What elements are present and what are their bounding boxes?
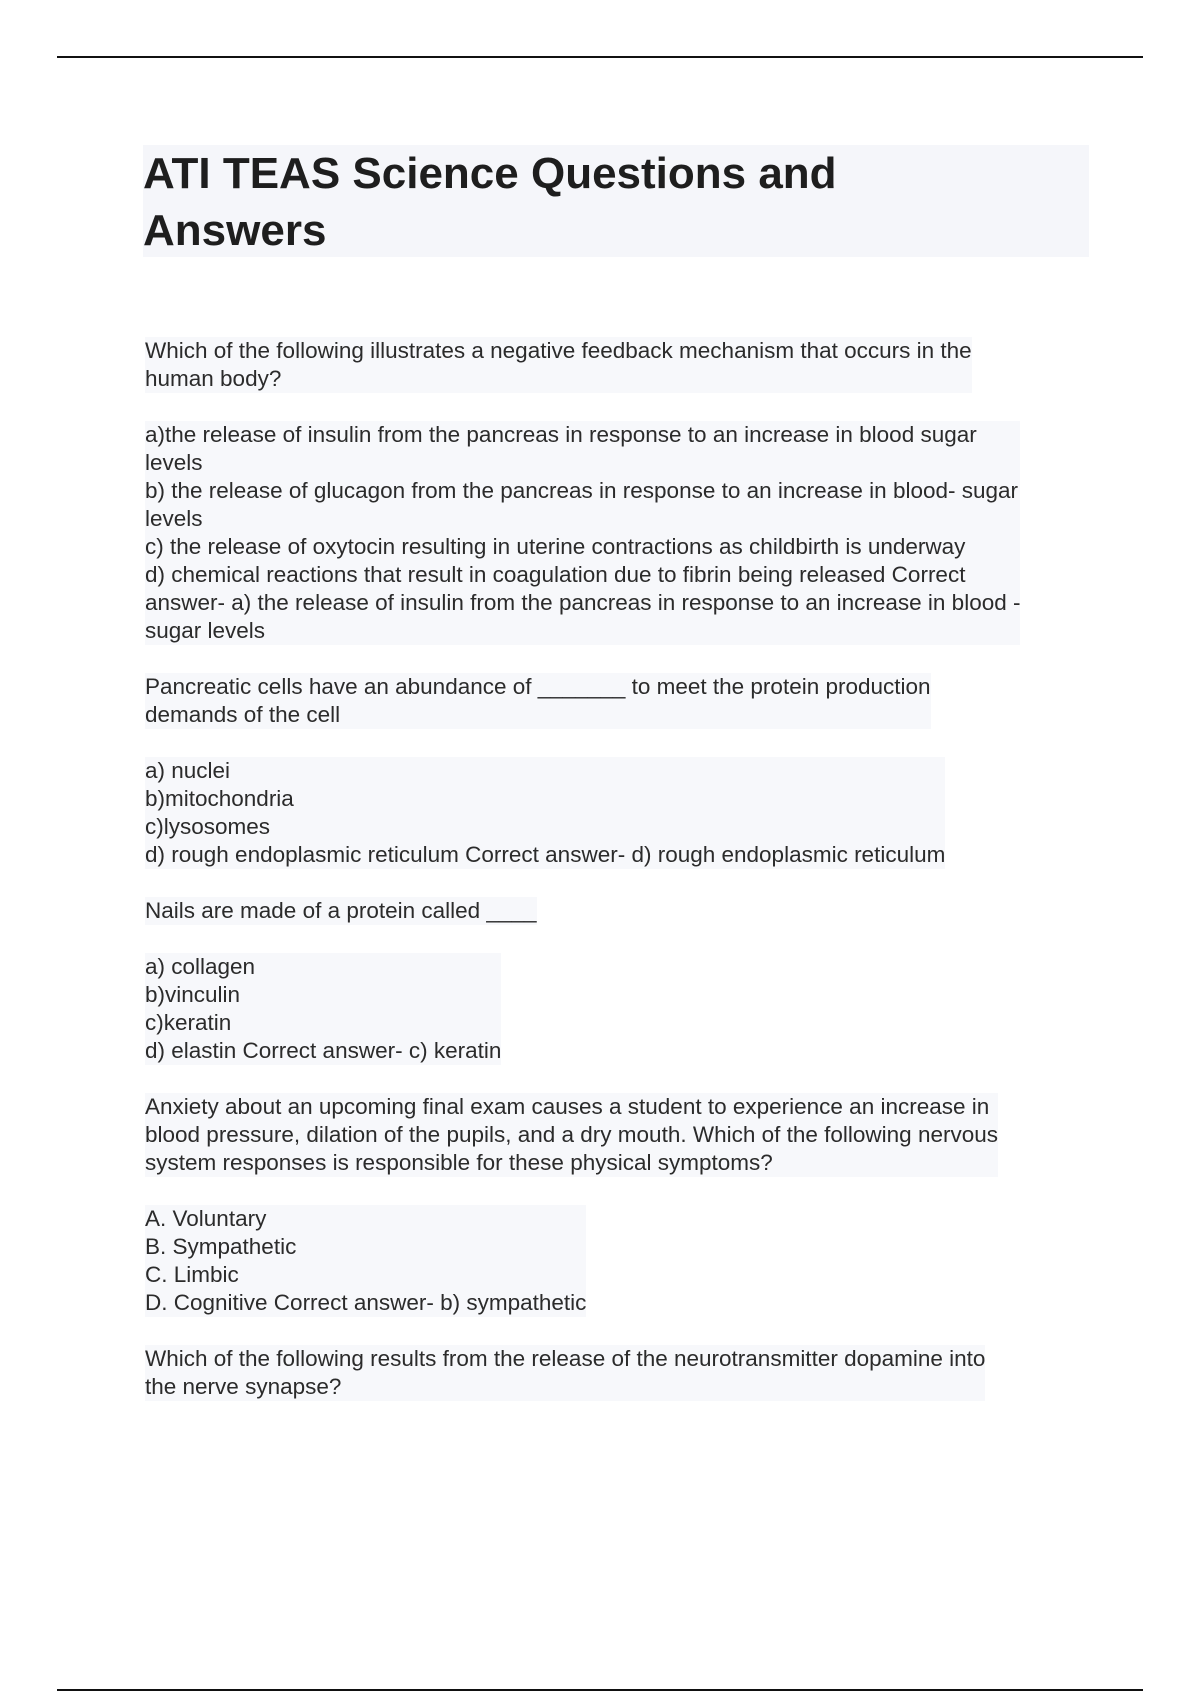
answer-line: D. Cognitive Correct answer- b) sympathetic — [145, 1290, 587, 1315]
answer-line: C. Limbic — [145, 1262, 239, 1287]
answer-line: sugar levels — [145, 618, 266, 643]
question-text — [145, 1345, 985, 1401]
answer-line: a) collagen — [145, 954, 256, 979]
answer-line: d) chemical reactions that result in coagulation due to fibrin being released Correct — [145, 562, 966, 587]
answer-line: c)lysosomes — [145, 814, 271, 839]
answer-line: levels — [145, 506, 203, 531]
question-text — [145, 897, 537, 925]
answer-line: B. Sympathetic — [145, 1234, 297, 1259]
question-item — [145, 897, 1095, 1065]
title-line: ATI TEAS Science Questions and — [143, 149, 837, 198]
answer-line: answer- a) the release of insulin from the pancreas in response to an increase in blood - — [145, 590, 1021, 615]
question-line: the nerve synapse? — [145, 1374, 342, 1399]
question-line: Which of the following results from the release of the neurotransmitter dopamine into — [145, 1346, 986, 1371]
question-item — [145, 1093, 1095, 1317]
document-body — [145, 337, 1095, 1401]
answer-line: c) the release of oxytocin resulting in uterine contractions as childbirth is underway — [145, 534, 966, 559]
question-line: demands of the cell — [145, 702, 341, 727]
question-line: Which of the following illustrates a negative feedback mechanism that occurs in the — [145, 338, 972, 363]
answer-line: b) the release of glucagon from the pancreas in response to an increase in blood- sugar — [145, 478, 1019, 503]
answer-line: a)the release of insulin from the pancreas in response to an increase in blood sugar — [145, 422, 977, 447]
question-item — [145, 1345, 1095, 1401]
question-line: Pancreatic cells have an abundance of _______ to meet the protein production — [145, 674, 931, 699]
question-item — [145, 673, 1095, 869]
answer-options — [145, 953, 501, 1065]
answer-options — [145, 757, 945, 869]
question-line: Nails are made of a protein called ____ — [145, 898, 537, 923]
question-text — [145, 337, 972, 393]
answer-line: d) elastin Correct answer- c) keratin — [145, 1038, 502, 1063]
question-line: human body? — [145, 366, 282, 391]
answer-line: b)vinculin — [145, 982, 241, 1007]
title-line: Answers — [143, 206, 327, 255]
header-rule — [57, 56, 1143, 58]
answer-options — [145, 421, 1020, 645]
answer-line: levels — [145, 450, 203, 475]
answer-line: A. Voluntary — [145, 1206, 267, 1231]
answer-line: d) rough endoplasmic reticulum Correct answer- d) rough endoplasmic reticulum — [145, 842, 946, 867]
footer-rule — [57, 1689, 1143, 1691]
answer-options — [145, 1205, 586, 1317]
question-item — [145, 337, 1095, 645]
answer-line: c)keratin — [145, 1010, 232, 1035]
question-line: blood pressure, dilation of the pupils, and a dry mouth. Which of the following nervous — [145, 1122, 998, 1147]
question-line: system responses is responsible for these physical symptoms? — [145, 1150, 773, 1175]
question-text — [145, 673, 931, 729]
question-text — [145, 1093, 998, 1177]
document-title — [143, 145, 1089, 259]
question-line: Anxiety about an upcoming final exam causes a student to experience an increase in — [145, 1094, 990, 1119]
title-block — [143, 145, 1089, 257]
answer-line: a) nuclei — [145, 758, 231, 783]
answer-line: b)mitochondria — [145, 786, 294, 811]
